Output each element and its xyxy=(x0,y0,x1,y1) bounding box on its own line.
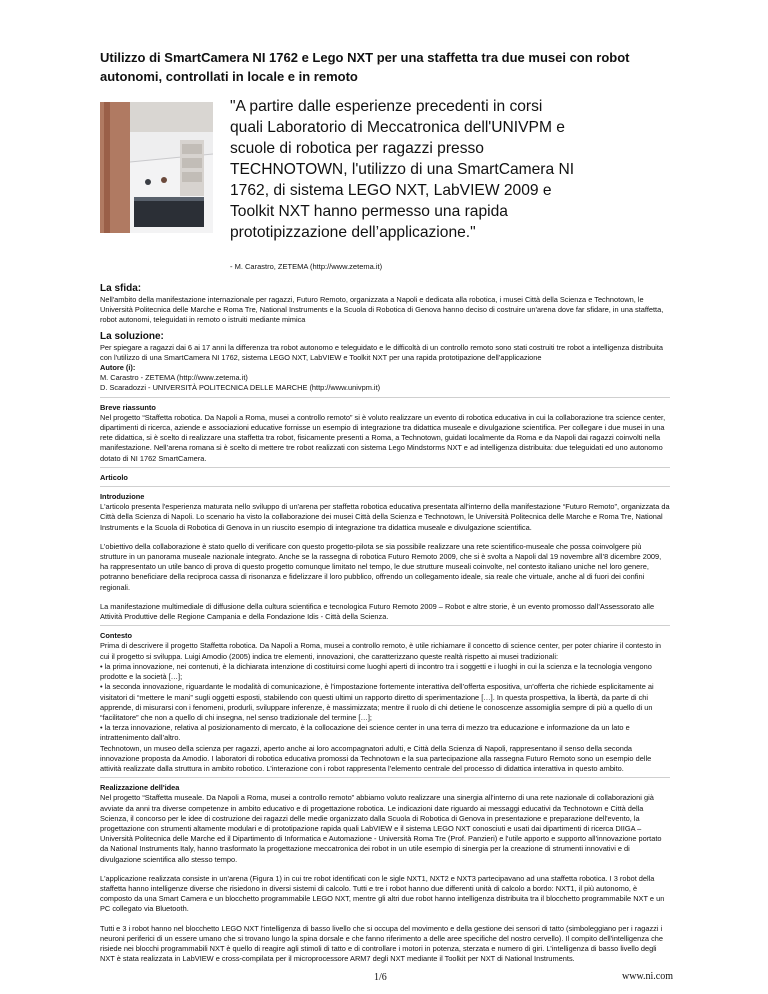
soluzione-heading: La soluzione: xyxy=(100,330,164,342)
realizzazione-p2: L'applicazione realizzata consiste in un'arena (Figura 1) in cui tre robot identificati con le sigle NXT1, NXT2 e NXT3 partecipavano ad una staffetta robotica. I 3 robot della staffetta hanno intelligenze diverse che risiedono in diversi sistemi di calcolo. Tutti e tre i robot hanno due differenti unità di calcolo a bordo: NXT1, il più autonomo, è composto da una Smart Camera e un blocchetto programmabile LEGO NXT, mentre gli altri due robot hanno intelligenza distribuita tra il blocchetto programmabile NXT e un PC collegato via Bluetooth. xyxy=(100,873,665,914)
realizzazione-p1: Nel progetto “Staffetta museale. Da Napoli a Roma, musei a controllo remoto” abbiamo voluto realizzare una sinergia all'interno di una rete nazionale di collaborazioni già avviate da anni tra diverse competenze in ambito educativo e di progettazione robotica. Le indicazioni date riguardo ai messaggi educativi da Technotown e Città della Scienza, il concorso per le idee di costruzione dei ragazzi delle medie organizzato dalla Scuola di Robotica di Genova in presentazione e preparazione dell'evento, la progettazione con strumenti altamente modulari e di prototipazione rapida quali LabVIEW e il sistema LEGO NXT conosciuti e usati dai dipartimenti di ricerca DIIGA – Università Politecnica delle Marche ed il Dipartimento di Informatica e Automazione - Università Roma Tre (Prof. Panzieri) e l'utile apporto e supporto all'innovazione portato da National Instruments Italy, hanno trasformato la progettazione meccatronica dei robot in un utile esempio di sinergia per la creazione di strumenti innovativi e di divulgazione scientifica allo stesso tempo. xyxy=(100,793,662,864)
soluzione-text: Per spiegare a ragazzi dai 6 ai 17 anni la differenza tra robot autonomo e teleguidato e le difficoltà di un controllo remoto sono stati costruiti tre robot a intelligenza distribuita con l'utilizzo di una SmartCamera NI 1762, sistema LEGO NXT, LabVIEW e Toolkit NXT per una rapida prototipazione dell’applicazione xyxy=(100,342,663,362)
contesto-closing: Technotown, un museo della scienza per ragazzi, aperto anche ai loro accompagnatori adulti, e Città della Scienza di Napoli, rappresentano il senso della seconda innovazione proposta da Amodio. I laboratori di robotica educativa promossi da Technotown e la sua partecipazione alla rassegna Futuro Remoto sono un esempio delle attività realizzate dalla struttura in ambito robotico. L’interazione con i robot rappresenta l’elemento centrale del processo di didattica interattiva in questo ambito. xyxy=(100,743,652,773)
riassunto-text: Nel progetto “Staffetta robotica. Da Napoli a Roma, musei a controllo remoto” si è voluto realizzare un evento di robotica educativa in cui la collaborazione tra science center, dipartimenti di ricerca, aziende e associazioni educative fornisse un esempio di integrazione tra didattica museale e divulgazione scientifica. Per collegare i due musei in una rete didattica, si è scelto di realizzare una staffetta tra robot, fisicamente presenti a Roma, a Technotown, guidati localmente da Roma e da Napoli dai ragazzi coinvolti nella manifestazione. Nell’arena romana si è scelto di mettere tre robot realizzati con sistema Lego Mindstorms NXT e ad intelligenza distribuita: due teleguidati ed uno autonomo dotato di NI 1762 SmartCamera. xyxy=(100,412,666,463)
section-introduzione xyxy=(100,492,670,622)
contesto-bullet-1: • la prima innovazione, nei contenuti, è la dichiarata intenzione di costituirsi come luoghi aperti di incontro tra i soggetti e i luoghi in cui la scienza e la tecnologia vengono prodotte e la società […]; xyxy=(100,661,652,682)
introduzione-p1: L'articolo presenta l'esperienza maturata nello sviluppo di un'arena per staffetta robotica educativa presentata all'interno della manifestazione “Futuro Remoto”, organizzata da Città della Scienza di Napoli. Lo scenario ha visto la collaborazione dei musei Città della Scienza e Technotown, le Università Politecnica delle Marche e Roma Tre, National Instruments e la Scuola di Robotica di Genova in un riuscito esempio di integrazione tra didattica museale e divulgazione scientifica. xyxy=(100,502,670,532)
realizzazione-heading: Realizzazione dell'idea xyxy=(100,783,180,793)
arena-photo-image xyxy=(100,102,213,233)
pull-quote: "A partire dalle esperienze precedenti in corsi quali Laboratorio di Meccatronica dell'UNIVPM e scuole di robotica per ragazzi presso TECHNOTOWN, l'utilizzo di una SmartCamera NI 1762, di sistema LEGO NXT, LabVIEW 2009 e Toolkit NXT hanno permesso una rapida prototipizzazione dell’applicazione." xyxy=(230,98,575,241)
section-contesto xyxy=(100,631,670,774)
divider xyxy=(100,486,670,487)
section-soluzione xyxy=(100,331,670,394)
realizzazione-p3: Tutti e 3 i robot hanno nel blocchetto LEGO NXT l'intelligenza di basso livello che si occupa del movimento e della gestione dei sensori di tatto (simboleggiano per i ragazzi i neuroni periferici di un essere umano che si trovano lungo la spina dorsale e che fanno riferimento a delle aree specifiche del nostro cervello). Il compito dell'intelligenza che risiede nei blocchi programmabili NXT è quello di reagire agli stimoli di tatto e di controllare i motori in potenza, sterzata e numero di giri. L’intelligenza di basso livello degli NXT è stata realizzata in LabVIEW e cross-compilata per il microprocessore ARM7 degli NXT mediante il Toolkit per NXT di National Instruments. xyxy=(100,923,664,964)
arena-photo xyxy=(100,102,213,233)
divider xyxy=(100,625,670,626)
author-1: M. Carastro - ZETEMA (http://www.zetema.it) xyxy=(100,373,248,383)
page-number: 1/6 xyxy=(374,972,387,983)
page-title: Utilizzo di SmartCamera NI 1762 e Lego NXT per una staffetta tra due musei con robot autonomi, controllati in locale e in remoto xyxy=(100,50,630,84)
contesto-bullet-3: • la terza innovazione, relativa al posizionamento di mercato, è la collocazione dei science center in una terra di mezzo tra educazione e informazione da un lato e intrattenimento dall’altro. xyxy=(100,723,630,743)
divider xyxy=(100,777,670,778)
divider xyxy=(100,467,670,468)
introduzione-heading: Introduzione xyxy=(100,492,145,502)
introduzione-p3: La manifestazione multimediale di diffusione della cultura scientifica e tecnologica Futuro Remoto 2009 – Robot e altre storie, è un evento promosso dall’Assessorato alle Attività Produttive delle Regione Campania e della Fondazione Idis - Città della Scienza. xyxy=(100,601,655,622)
section-sfida xyxy=(100,283,670,326)
contesto-bullet-2: • la seconda innovazione, riguardante le modalità di comunicazione, è l’impostazione fortemente interattiva dell’offerta espositiva, un’offerta che richiede esplicitamente ai visitatori di “mettere le mani” sugli oggetti esposti, stabilendo con questi ultimi un rapporto diretto di sperimentazione […]. In questa prospettiva, la libertà, da parte di chi apprende, di misurarsi con i fenomeni, produrli, sviluppare inferenze, è massimizzata; mentre il ruolo di chi detiene le conoscenze assomiglia sempre di più a quello di un “facilitatore” che non a quello di chi insegna, nel senso tradizionale del termine […]; xyxy=(100,682,654,722)
riassunto-heading: Breve riassunto xyxy=(100,402,156,412)
site-url: www.ni.com xyxy=(622,971,674,982)
quote-attribution: - M. Carastro, ZETEMA (http://www.zetema.it) xyxy=(230,262,383,271)
introduzione-p2: L’obiettivo della collaborazione è stato quello di verificare con questo progetto-pilota se sia possibile realizzare una rete scientifico-museale che possa coinvolgere più strutture in un panorama museale nazionale integrato. Anche se la rassegna di robotica Futuro Remoto 2009, che si è svolta a Napoli dal 19 novembre all’8 dicembre 2009, ha rappresentato un utile banco di prova di questo progetto comunque limitato nel tempo, le due strutture museali coinvolte, nel contesto italiano uniche nel loro genere, potranno beneficiare della reciproca cassa di risonanza e fidelizzare il loro pubblico, offrendo un collegamento ideale, sia reale che virtuale, anche al di fuori dei confini regionali. xyxy=(100,541,662,592)
author-2: D. Scaradozzi - UNIVERSITÀ POLITECNICA DELLE MARCHE (http://www.univpm.it) xyxy=(100,383,381,393)
section-riassunto xyxy=(100,403,670,464)
articolo-heading: Articolo xyxy=(100,472,128,482)
contesto-text: Prima di descrivere il progetto Staffetta robotica. Da Napoli a Roma, musei a controllo remoto, è utile richiamare il concetto di science center, per poter chiarire il contesto in cui il progetto si sviluppa. Luigi Amodio (2005) indica tre elementi, innovazioni, che caratterizzano queste realtà rispetto ai musei tradizionali: xyxy=(100,641,661,661)
divider xyxy=(100,397,670,398)
article-body xyxy=(100,283,670,964)
sfida-text: Nell'ambito della manifestazione internazionale per ragazzi, Futuro Remoto, organizzata a Napoli e dedicata alla robotica, i musei Città della Scienza e Technotown, le Università Politecnica delle Marche e Roma Tre, National Instruments e la Scuola di Robotica di Genova hanno deciso di costruire un'arena dove far sfidare, in una staffetta, robot autonomi, teleguidati in remoto o istruiti mediante mimica xyxy=(100,295,664,325)
section-realizzazione xyxy=(100,783,670,964)
sfida-heading: La sfida: xyxy=(100,283,142,294)
authors-label: Autore (i): xyxy=(100,363,136,373)
contesto-heading: Contesto xyxy=(100,631,133,641)
